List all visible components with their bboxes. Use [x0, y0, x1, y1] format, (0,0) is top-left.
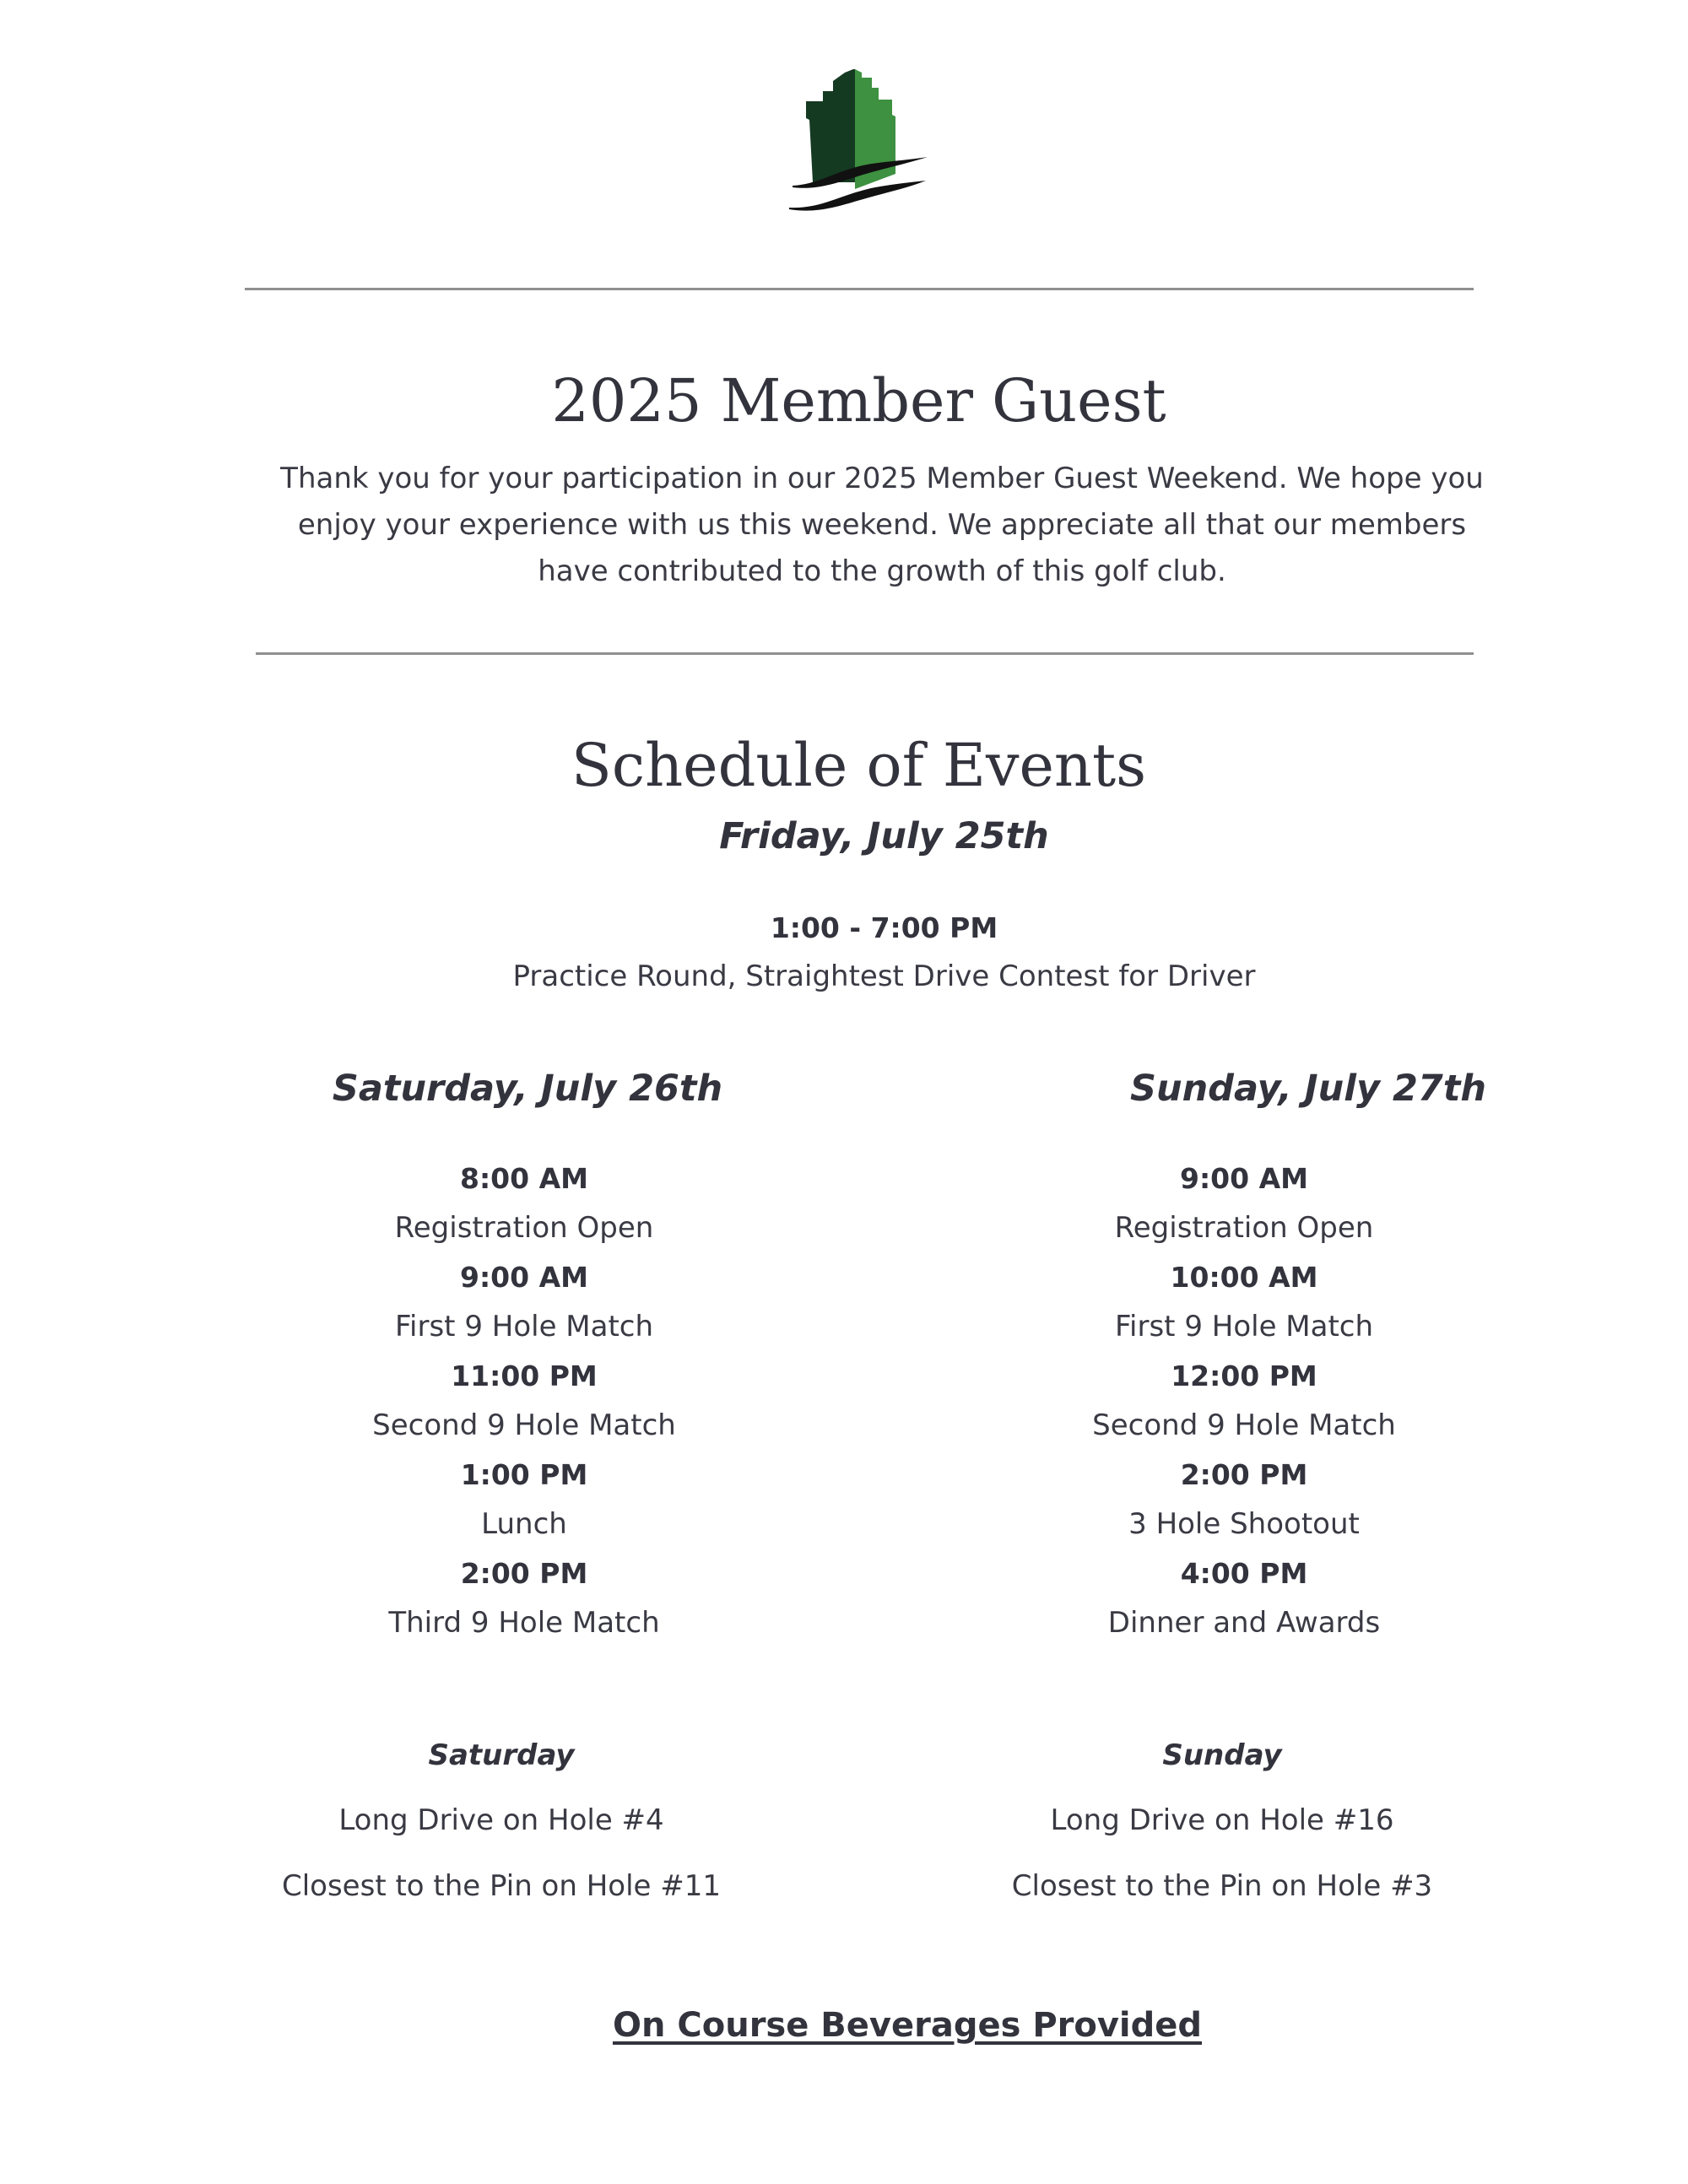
schedule-time: 10:00 AM: [1170, 1261, 1318, 1294]
sunday-schedule: [991, 1154, 1497, 1648]
schedule-time: 9:00 AM: [460, 1261, 588, 1294]
schedule-event: Second 9 Hole Match: [372, 1408, 676, 1442]
saturday-schedule: [271, 1154, 777, 1648]
schedule-time: 2:00 PM: [1180, 1458, 1308, 1491]
intro-paragraph: Thank you for your participation in our 2025 Member Guest Weekend. We hope you enjoy your experience with us this weekend. We appreciate all that our members have contributed to the growth of this golf club.: [280, 462, 1484, 588]
saturday-contests: [248, 1787, 755, 1919]
page-title: 2025 Member Guest: [551, 366, 1166, 435]
friday-time: 1:00 - 7:00 PM: [770, 911, 998, 944]
schedule-event: Third 9 Hole Match: [388, 1606, 660, 1640]
schedule-event: 3 Hole Shootout: [1128, 1507, 1360, 1541]
beverages-note: On Course Beverages Provided: [612, 2006, 1203, 2045]
schedule-event: Lunch: [481, 1507, 567, 1541]
contest-item: Long Drive on Hole #16: [1050, 1803, 1394, 1837]
sunday-contests-label: Sunday: [1162, 1738, 1282, 1772]
schedule-event: Dinner and Awards: [1107, 1606, 1381, 1640]
schedule-event: Second 9 Hole Match: [1092, 1408, 1396, 1442]
schedule-time: 2:00 PM: [460, 1557, 588, 1590]
schedule-time: 12:00 PM: [1171, 1360, 1317, 1392]
schedule-time: 8:00 AM: [460, 1162, 588, 1195]
castle-tower-wave-logo-icon: [787, 69, 929, 213]
schedule-event: First 9 Hole Match: [394, 1310, 654, 1343]
schedule-event: Registration Open: [1114, 1211, 1374, 1245]
sunday-contests: [969, 1787, 1475, 1919]
schedule-time: 4:00 PM: [1180, 1557, 1308, 1590]
schedule-event: Registration Open: [394, 1211, 654, 1245]
schedule-event: First 9 Hole Match: [1114, 1310, 1374, 1343]
saturday-contests-label: Saturday: [428, 1738, 575, 1772]
contest-item: Closest to the Pin on Hole #3: [1011, 1869, 1433, 1903]
schedule-title: Schedule of Events: [571, 731, 1147, 800]
divider-top: [245, 288, 1474, 290]
schedule-time: 11:00 PM: [451, 1360, 598, 1392]
saturday-heading: Saturday, July 26th: [332, 1068, 723, 1110]
divider-middle: [256, 652, 1474, 655]
schedule-time: 9:00 AM: [1180, 1162, 1308, 1195]
club-logo: [787, 69, 929, 213]
contest-item: Closest to the Pin on Hole #11: [281, 1869, 722, 1903]
friday-heading: Friday, July 25th: [719, 815, 1049, 857]
sunday-heading: Sunday, July 27th: [1129, 1068, 1487, 1110]
schedule-time: 1:00 PM: [460, 1458, 588, 1491]
friday-event: Practice Round, Straightest Drive Contest for Driver: [512, 960, 1256, 993]
contest-item: Long Drive on Hole #4: [338, 1803, 664, 1837]
logo-dark-tower: [806, 69, 855, 182]
